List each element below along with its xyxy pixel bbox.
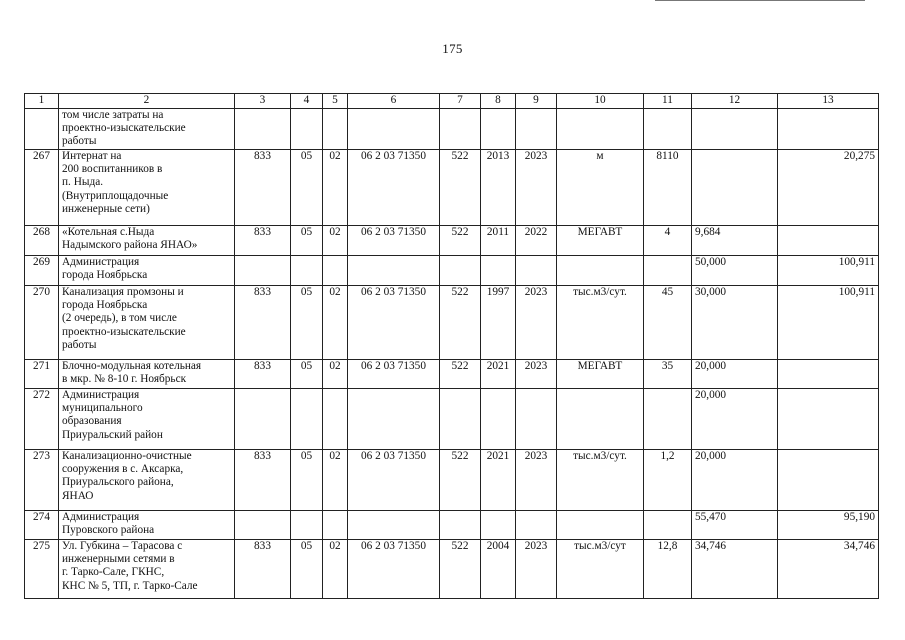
object-name: Канализация промзоны и города Ноябрьска (2 очередь), в том числе проектно-изыскательские работы (59, 286, 235, 360)
cell-col4 (291, 109, 323, 150)
cell-col9: 2023 (516, 150, 557, 226)
cell-col8 (481, 256, 516, 286)
object-name: Администрация города Ноябрьска (59, 256, 235, 286)
cell-col4 (291, 256, 323, 286)
cell-col4: 05 (291, 540, 323, 599)
cell-col10: МЕГАВТ (557, 226, 644, 256)
cell-col10: м (557, 150, 644, 226)
cell-col8: 2021 (481, 450, 516, 511)
cell-col10 (557, 389, 644, 450)
table-row (25, 256, 879, 286)
cell-col9 (516, 109, 557, 150)
table-row (25, 226, 879, 256)
col-header-12: 12 (692, 94, 778, 109)
cell-col12: 55,470 (692, 511, 778, 540)
cell-col13: 100,911 (778, 286, 879, 360)
cell-col11: 8110 (644, 150, 692, 226)
cell-col12: 30,000 (692, 286, 778, 360)
row-number: 274 (25, 511, 59, 540)
cell-col11: 35 (644, 360, 692, 389)
cell-col12: 20,000 (692, 360, 778, 389)
cell-col11: 45 (644, 286, 692, 360)
cell-col13 (778, 389, 879, 450)
cell-col12 (692, 150, 778, 226)
page-number: 175 (442, 41, 463, 56)
cell-col7: 522 (440, 226, 481, 256)
col-header-13: 13 (778, 94, 879, 109)
top-edge-rule (655, 0, 865, 1)
col-header-7: 7 (440, 94, 481, 109)
object-name: Канализационно-очистные сооружения в с. Аксарка, Приуральского района, ЯНАО (59, 450, 235, 511)
cell-col5 (323, 109, 348, 150)
cell-col11 (644, 511, 692, 540)
row-number: 271 (25, 360, 59, 389)
row-number: 269 (25, 256, 59, 286)
cell-col6: 06 2 03 71350 (348, 150, 440, 226)
cell-col12: 34,746 (692, 540, 778, 599)
cell-col10: тыс.м3/сут. (557, 286, 644, 360)
cell-col12: 20,000 (692, 389, 778, 450)
cell-col8 (481, 511, 516, 540)
col-header-6: 6 (348, 94, 440, 109)
cell-col8: 2021 (481, 360, 516, 389)
cell-col9: 2022 (516, 226, 557, 256)
cell-col6 (348, 511, 440, 540)
cell-col10 (557, 109, 644, 150)
cell-col3: 833 (235, 150, 291, 226)
table-row (25, 540, 879, 599)
cell-col11 (644, 256, 692, 286)
cell-col13: 100,911 (778, 256, 879, 286)
cell-col3 (235, 109, 291, 150)
cell-col7 (440, 256, 481, 286)
cell-col7: 522 (440, 540, 481, 599)
cell-col7 (440, 511, 481, 540)
row-number: 270 (25, 286, 59, 360)
cell-col13: 20,275 (778, 150, 879, 226)
row-number: 267 (25, 150, 59, 226)
row-number: 272 (25, 389, 59, 450)
cell-col7: 522 (440, 450, 481, 511)
row-number: 273 (25, 450, 59, 511)
cell-col5: 02 (323, 450, 348, 511)
cell-col12: 9,684 (692, 226, 778, 256)
cell-col11 (644, 389, 692, 450)
cell-col8: 2011 (481, 226, 516, 256)
cell-col7: 522 (440, 286, 481, 360)
table-row (25, 450, 879, 511)
cell-col9 (516, 511, 557, 540)
cell-col13 (778, 450, 879, 511)
cell-col6 (348, 389, 440, 450)
cell-col12: 20,000 (692, 450, 778, 511)
table-row (25, 360, 879, 389)
object-name: Ул. Губкина – Тарасова с инженерными сетями в г. Тарко-Сале, ГКНС, КНС № 5, ТП, г. Тарко-Сале (59, 540, 235, 599)
row-number (25, 109, 59, 150)
cell-col8: 2013 (481, 150, 516, 226)
cell-col8 (481, 389, 516, 450)
table-row (25, 389, 879, 450)
cell-col11 (644, 109, 692, 150)
col-header-8: 8 (481, 94, 516, 109)
object-name: Интернат на 200 воспитанников в п. Ныда. (Внутриплощадочные инженерные сети) (59, 150, 235, 226)
header-row (25, 94, 879, 109)
cell-col4: 05 (291, 226, 323, 256)
table-row (25, 109, 879, 150)
cell-col4 (291, 511, 323, 540)
col-header-5: 5 (323, 94, 348, 109)
cell-col4 (291, 389, 323, 450)
cell-col11: 12,8 (644, 540, 692, 599)
cell-col6: 06 2 03 71350 (348, 450, 440, 511)
cell-col13 (778, 109, 879, 150)
object-name: том числе затраты на проектно-изыскательские работы (59, 109, 235, 150)
cell-col5 (323, 511, 348, 540)
cell-col9: 2023 (516, 540, 557, 599)
cell-col9: 2023 (516, 360, 557, 389)
cell-col13 (778, 360, 879, 389)
cell-col3: 833 (235, 360, 291, 389)
cell-col9 (516, 256, 557, 286)
cell-col3: 833 (235, 286, 291, 360)
cell-col6 (348, 256, 440, 286)
cell-col5 (323, 256, 348, 286)
cell-col9: 2023 (516, 286, 557, 360)
cell-col10: МЕГАВТ (557, 360, 644, 389)
cell-col5: 02 (323, 226, 348, 256)
table-row (25, 511, 879, 540)
cell-col3 (235, 256, 291, 286)
cell-col3: 833 (235, 450, 291, 511)
cell-col6: 06 2 03 71350 (348, 360, 440, 389)
cell-col5: 02 (323, 540, 348, 599)
cell-col8 (481, 109, 516, 150)
cell-col9: 2023 (516, 450, 557, 511)
cell-col3: 833 (235, 226, 291, 256)
cell-col9 (516, 389, 557, 450)
cell-col3: 833 (235, 540, 291, 599)
col-header-11: 11 (644, 94, 692, 109)
cell-col10: тыс.м3/сут (557, 540, 644, 599)
cell-col12: 50,000 (692, 256, 778, 286)
cell-col13 (778, 226, 879, 256)
cell-col13: 34,746 (778, 540, 879, 599)
cell-col4: 05 (291, 450, 323, 511)
cell-col10 (557, 511, 644, 540)
cell-col6 (348, 109, 440, 150)
cell-col8: 1997 (481, 286, 516, 360)
cell-col8: 2004 (481, 540, 516, 599)
row-number: 268 (25, 226, 59, 256)
cell-col4: 05 (291, 150, 323, 226)
cell-col5: 02 (323, 286, 348, 360)
cell-col5: 02 (323, 360, 348, 389)
object-name: «Котельная с.Ныда Надымского района ЯНАО» (59, 226, 235, 256)
table-row (25, 286, 879, 360)
cell-col10: тыс.м3/сут. (557, 450, 644, 511)
col-header-1: 1 (25, 94, 59, 109)
cell-col6: 06 2 03 71350 (348, 540, 440, 599)
cell-col7 (440, 109, 481, 150)
cell-col7: 522 (440, 150, 481, 226)
budget-table (24, 93, 879, 599)
cell-col4: 05 (291, 360, 323, 389)
cell-col4: 05 (291, 286, 323, 360)
cell-col12 (692, 109, 778, 150)
cell-col10 (557, 256, 644, 286)
cell-col3 (235, 389, 291, 450)
object-name: Администрация муниципального образования Приуральский район (59, 389, 235, 450)
object-name: Блочно-модульная котельная в мкр. № 8-10 г. Ноябрьск (59, 360, 235, 389)
col-header-4: 4 (291, 94, 323, 109)
cell-col13: 95,190 (778, 511, 879, 540)
cell-col6: 06 2 03 71350 (348, 226, 440, 256)
col-header-9: 9 (516, 94, 557, 109)
cell-col6: 06 2 03 71350 (348, 286, 440, 360)
cell-col7 (440, 389, 481, 450)
cell-col7: 522 (440, 360, 481, 389)
cell-col11: 4 (644, 226, 692, 256)
object-name: Администрация Пуровского района (59, 511, 235, 540)
cell-col5: 02 (323, 150, 348, 226)
table-row (25, 150, 879, 226)
col-header-10: 10 (557, 94, 644, 109)
cell-col3 (235, 511, 291, 540)
col-header-3: 3 (235, 94, 291, 109)
row-number: 275 (25, 540, 59, 599)
cell-col5 (323, 389, 348, 450)
col-header-2: 2 (59, 94, 235, 109)
cell-col11: 1,2 (644, 450, 692, 511)
